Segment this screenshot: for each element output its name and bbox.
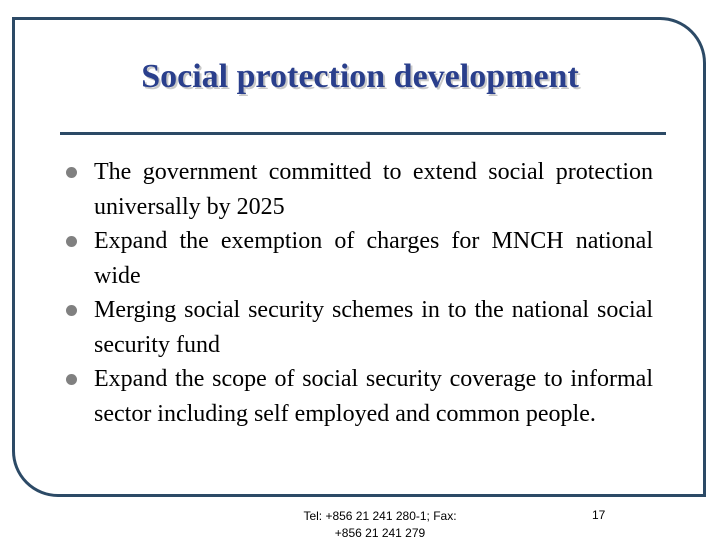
bullet-icon (66, 305, 77, 316)
title-divider (60, 132, 666, 135)
bullet-icon (66, 374, 77, 385)
bullet-text: Expand the scope of social security coverage to informal sector including self employed and common people. (94, 366, 653, 427)
bullet-item (66, 155, 653, 224)
bullet-text: The government committed to extend social protection universally by 2025 (94, 159, 653, 220)
page-number: 17 (592, 508, 606, 522)
bullet-item (66, 224, 653, 293)
slide-title: Social protection development (141, 58, 579, 95)
bullet-item (66, 362, 653, 431)
footer-phone-fax: Tel: +856 21 241 280-1; Fax: (303, 509, 457, 523)
bullet-icon (66, 236, 77, 247)
bullet-text: Expand the exemption of charges for MNCH national wide (94, 228, 653, 289)
footer-fax-number: +856 21 241 279 (334, 526, 426, 540)
bullet-text: Merging social security schemes in to the national social security fund (94, 297, 653, 358)
bullet-icon (66, 167, 77, 178)
bullet-list (66, 155, 653, 431)
footer-contact (280, 508, 480, 542)
bullet-item (66, 293, 653, 362)
